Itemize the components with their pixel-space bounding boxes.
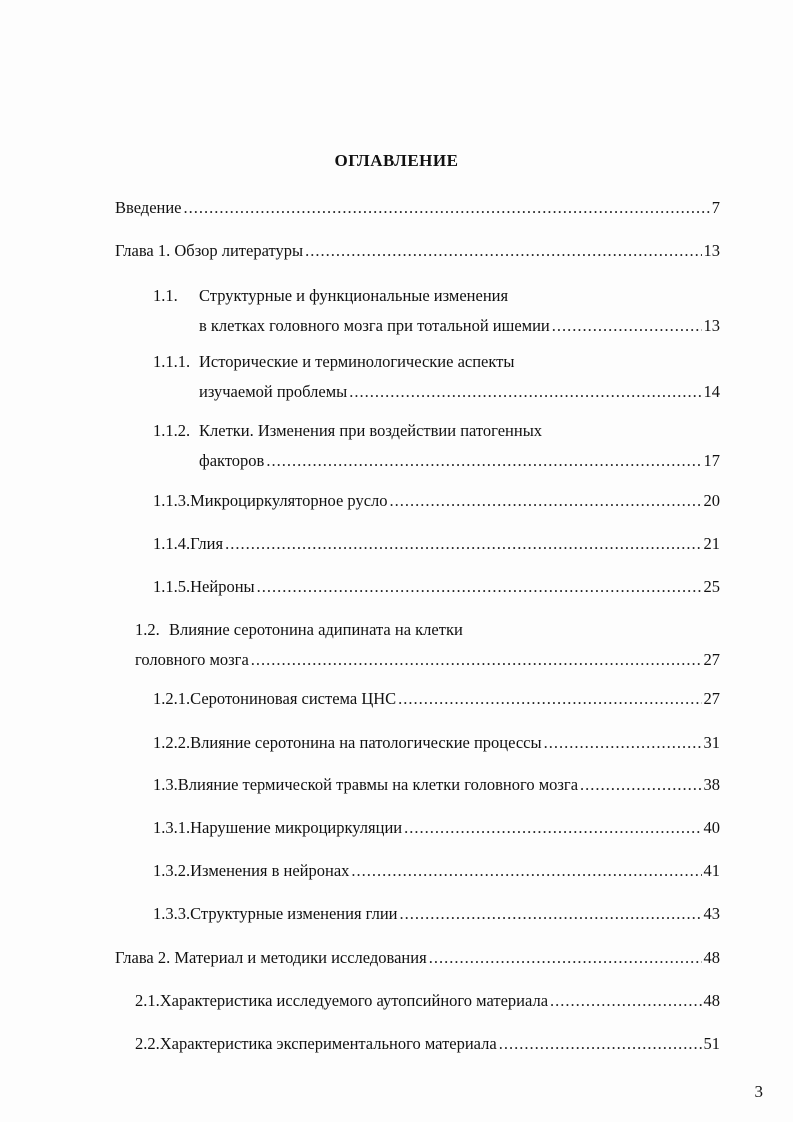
toc-page-number: 51 [703,1034,720,1053]
page-number: 3 [754,1082,763,1101]
toc-entry-2-1 [135,986,720,1016]
dot-leader [404,813,701,843]
toc-entry-text: Введение [115,198,182,217]
toc-line [153,281,720,311]
toc-line [115,943,720,973]
toc-line [153,728,720,758]
toc-line [115,236,720,266]
dot-leader [349,377,701,407]
dot-leader [266,446,701,476]
dot-leader [257,572,702,602]
toc-entry-1-1-3 [153,486,720,516]
toc-line [153,446,720,476]
toc-line [153,572,720,602]
toc-entry-text: Влияние серотонина адипината на клетки [169,620,463,639]
toc-page-number: 38 [703,775,720,794]
toc-page-number: 7 [711,198,720,217]
toc-entry-text: Нарушение микроциркуляции [190,818,403,837]
toc-section-number: 1.2.1. [153,689,191,708]
toc-entry-1-1-2 [153,416,720,476]
toc-section-number: 1.3.1. [153,818,191,837]
toc-entry-1-2-1 [153,684,720,714]
toc-line [153,347,720,377]
toc-line [153,813,720,843]
toc-entry-introduction [115,193,720,223]
toc-page-number: 31 [703,733,720,752]
toc-page-number: 27 [703,650,720,669]
toc-section-number: 1.1.2. [153,421,191,440]
toc-page-number: 13 [703,316,720,335]
toc-entry-1-2 [135,615,720,675]
toc-page-number: 13 [703,241,720,260]
toc-page-number: 27 [703,689,720,708]
toc-line [115,193,720,223]
toc-page-number: 40 [703,818,720,837]
toc-line [153,684,720,714]
toc-entry-1-3-1 [153,813,720,843]
toc-section-number: 2.1. [135,991,160,1010]
dot-leader [390,486,702,516]
toc-section-number: 1.1.1. [153,352,191,371]
toc-line [153,856,720,886]
toc-page-number: 20 [703,491,720,510]
dot-leader [580,770,701,800]
dot-leader [544,728,702,758]
toc-line [153,899,720,929]
toc-entry-text: Микроциркуляторное русло [190,491,388,510]
dot-leader [499,1029,702,1059]
toc-section-number: 1.1.4. [153,534,191,553]
toc-section-number: 1.1. [153,286,178,305]
toc-entry-text: Клетки. Изменения при воздействии патогенных [199,421,543,440]
toc-entry-text: Изменения в нейронах [190,861,350,880]
toc-section-number: 1.2. [135,620,160,639]
toc-entry-2-2 [135,1029,720,1059]
toc-entry-text: Глия [190,534,224,553]
toc-entry-text: Глава 2. Материал и методики исследования [115,948,427,967]
toc-entry-text: Характеристика экспериментального материала [159,1034,497,1053]
toc-entry-text: в клетках головного мозга при тотальной ишемии [199,316,550,335]
dot-leader [398,684,701,714]
toc-page-number: 25 [703,577,720,596]
dot-leader [305,236,701,266]
toc-page-number: 14 [703,382,720,401]
toc-entry-text: Серотониновая система ЦНС [190,689,397,708]
toc-section-number: 1.1.5. [153,577,191,596]
toc-line [153,377,720,407]
toc-line [153,311,720,341]
toc-page-number: 43 [703,904,720,923]
toc-entry-1-3-3 [153,899,720,929]
toc-section-number: 1.3. [153,775,178,794]
toc-entry-text: Нейроны [190,577,255,596]
toc-entry-chapter-1 [115,236,720,266]
toc-section-number: 1.1.3. [153,491,191,510]
toc-entry-text: Глава 1. Обзор литературы [115,241,304,260]
toc-section-number: 1.3.2. [153,861,191,880]
toc-line [135,986,720,1016]
dot-leader [351,856,701,886]
toc-entry-text: Характеристика исследуемого аутопсийного материала [159,991,549,1010]
toc-entry-text: Структурные изменения глии [190,904,398,923]
toc-line [153,770,720,800]
toc-line [153,529,720,559]
toc-entry-1-1-4 [153,529,720,559]
toc-entry-text: Влияние термической травмы на клетки головного мозга [177,775,579,794]
toc-entry-text: Исторические и терминологические аспекты [199,352,515,371]
toc-entry-text: изучаемой проблемы [199,382,348,401]
toc-entry-text: Влияние серотонина на патологические процессы [190,733,542,752]
page-title: ОГЛАВЛЕНИЕ [334,151,459,170]
toc-line [153,486,720,516]
dot-leader [552,311,702,341]
toc-page-number: 48 [703,948,720,967]
toc-section-number: 1.3.3. [153,904,191,923]
toc-line [135,1029,720,1059]
toc-entry-1-3 [153,770,720,800]
toc-entry-text: факторов [199,451,265,470]
toc-entry-text: головного мозга [135,650,249,669]
toc-entry-1-3-2 [153,856,720,886]
toc-page-number: 17 [703,451,720,470]
dot-leader [225,529,701,559]
toc-entry-text: Структурные и функциональные изменения [199,286,509,305]
toc-section-number: 2.2. [135,1034,160,1053]
toc-entry-1-2-2 [153,728,720,758]
toc-entry-1-1 [153,281,720,341]
dot-leader [251,645,702,675]
toc-page-number: 21 [703,534,720,553]
dot-leader [400,899,702,929]
toc-page-number: 48 [703,991,720,1010]
toc-page-number: 41 [703,861,720,880]
toc-section-number: 1.2.2. [153,733,191,752]
toc-line [135,645,720,675]
toc-entry-1-1-5 [153,572,720,602]
dot-leader [184,193,710,223]
toc-line [153,416,720,446]
toc-entry-1-1-1 [153,347,720,407]
toc-line [135,615,720,645]
dot-leader [550,986,701,1016]
toc-entry-chapter-2 [115,943,720,973]
dot-leader [429,943,702,973]
